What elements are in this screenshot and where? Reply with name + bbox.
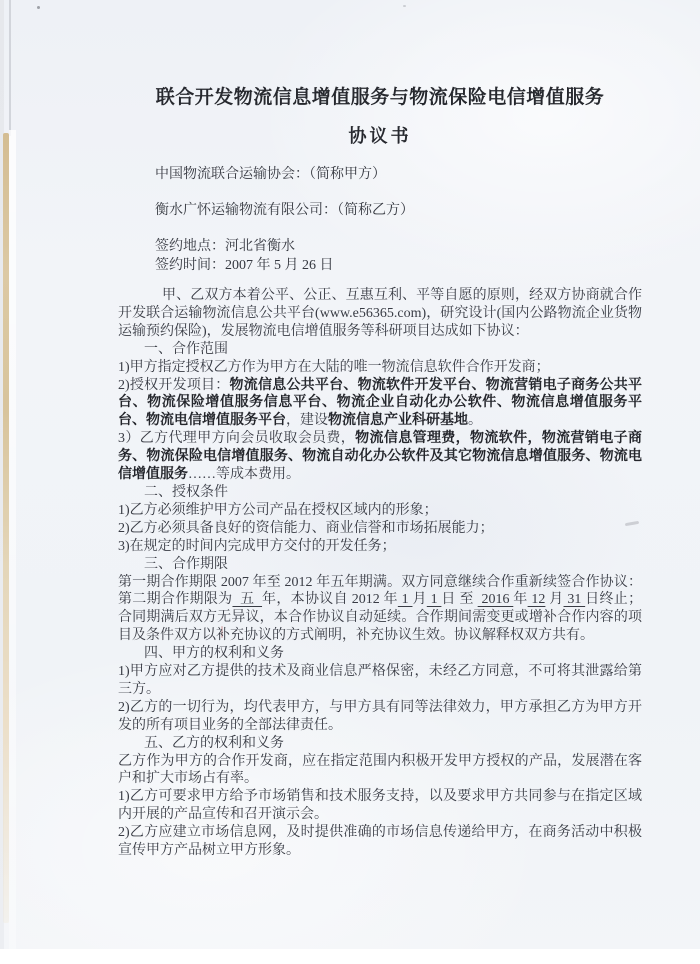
paragraph	[118, 753, 642, 789]
text-run: 日终止；合同期满后双方无异议，本合作协议自动延续。合作期间需变更或增补合作内容的项目及条件双方以补充协议的方式阐明，补充协议生效。协议解释权双方共有。	[118, 592, 643, 644]
text-run: 2)乙方应建立市场信息网，及时提供准确的市场信息传递给甲方，在商务活动中积极宣传甲方产品树立甲方形象。	[118, 825, 642, 859]
filled-blank: 1	[397, 592, 413, 608]
text-run: 乙方作为甲方的合作开发商，应在指定范围内积极开发甲方授权的产品，发展潜在客户和扩大市场占有率。	[118, 753, 642, 787]
document-title: 联合开发物流信息增值服务与物流保险电信增值服务	[155, 87, 605, 108]
text-run: 2)授权开发项目：	[118, 377, 230, 393]
paragraph	[118, 574, 642, 646]
scan-bottom-margin	[0, 949, 700, 964]
paragraph	[118, 430, 642, 484]
text-run: 3)在规定的时间内完成甲方交付的开发任务；	[118, 538, 396, 554]
contract-body	[118, 287, 642, 860]
text-run: 物流信息公共平台、物流软件开发平台、物流营销电子商务公共平台、物流保险增值服务信息平台、物流企业自动化办公软件、物流信息增值服务平台、物流电信增值服务平台	[118, 377, 642, 429]
page-edge-line	[9, 0, 11, 136]
text-run: 日 至	[441, 592, 478, 608]
paragraph	[118, 788, 642, 824]
filled-blank: 12	[527, 592, 546, 608]
text-run: 。	[468, 413, 482, 429]
text-run: 第一期合作期限 2007 年至 2012 年五年期满。双方同意继续合作重新续签合作协议：第二期合作期限为	[118, 574, 642, 608]
text-run: 1)乙方可要求甲方给予市场销售和技术服务支持，以及要求甲方共同参与在指定区域内开展的产品宣传和召开演示会。	[118, 789, 642, 823]
paragraph	[118, 377, 642, 431]
paragraph	[118, 502, 642, 520]
paragraph	[118, 699, 642, 735]
paragraph	[118, 824, 642, 860]
text-run: 一、合作范围	[144, 341, 228, 357]
section-heading	[144, 556, 642, 574]
text-run: 三、合作期限	[144, 556, 228, 572]
text-run: 1)甲方应对乙方提供的技术及商业信息严格保密，未经乙方同意，不可将其泄露给第三方。	[118, 664, 642, 697]
filled-blank: 1	[426, 592, 442, 608]
text-run: 年，本协议自 2012 年	[262, 592, 398, 608]
text-run: 五、乙方的权利和义务	[144, 735, 284, 751]
section-heading	[144, 735, 642, 753]
text-run: 2)乙方必须具备良好的资信能力、商业信誉和市场拓展能力；	[118, 520, 494, 536]
text-run: 月	[545, 592, 564, 608]
paragraph	[118, 538, 642, 556]
text-run: 1)乙方必须维护甲方公司产品在授权区域内的形象；	[118, 502, 438, 518]
paragraph	[118, 359, 642, 377]
section-heading	[144, 484, 642, 502]
text-run: 1)甲方指定授权乙方作为甲方在大陆的唯一物流信息软件合作开发商；	[118, 359, 550, 375]
section-heading	[144, 341, 642, 359]
paragraph	[118, 287, 642, 341]
paragraph	[118, 520, 642, 538]
section-heading	[144, 645, 642, 663]
document-subtitle: 协议书	[348, 126, 412, 146]
filled-blank: 五	[232, 592, 263, 608]
text-run: 四、甲方的权利和义务	[144, 646, 284, 662]
paragraph	[118, 663, 642, 699]
text-run: 3）乙方代理甲方向会员收取会员费，	[118, 431, 356, 447]
party-a-line: 中国物流联合运输协会：（简称甲方）	[155, 167, 386, 182]
scan-speck	[37, 6, 40, 9]
document-content	[118, 0, 642, 860]
page-gutter-highlight	[9, 130, 16, 950]
text-run: ，建设	[286, 413, 328, 429]
text-run: 年	[513, 592, 528, 608]
party-b-line: 衡水广怀运输物流有限公司：（简称乙方）	[155, 203, 414, 218]
text-run: 甲、乙双方本着公平、公正、互惠互利、平等自愿的原则，经双方协商就合作开发联合运输物流信息公共平台(www.e56365.com)，研究设计(国内公路物流企业货物运输预约保险)，发展物流电信增值服务等科研项目达成如下协议：	[118, 288, 642, 339]
text-run: ……等成本费用。	[188, 467, 300, 483]
text-run: 月	[412, 592, 427, 608]
text-run: 二、授权条件	[144, 484, 228, 500]
sign-date-line: 签约时间：2007 年 5 月 26 日	[155, 258, 334, 273]
text-run: 物流信息产业科研基地	[328, 413, 468, 429]
text-run: 2)乙方的一切行为，均代表甲方，与甲方具有同等法律效力，甲方承担乙方为甲方开发的所有项目业务的全部法律责任。	[118, 699, 642, 733]
sign-place-line: 签约地点：河北省衡水	[155, 239, 295, 254]
filled-blank: 31	[563, 592, 586, 608]
text-run: 物流信息管理费，物流软件，物流营销电子商务、物流保险电信增值服务、物流自动化办公软件及其它物流信息增值服务、物流电信增值服务	[118, 431, 643, 483]
filled-blank: 2016	[477, 592, 514, 608]
